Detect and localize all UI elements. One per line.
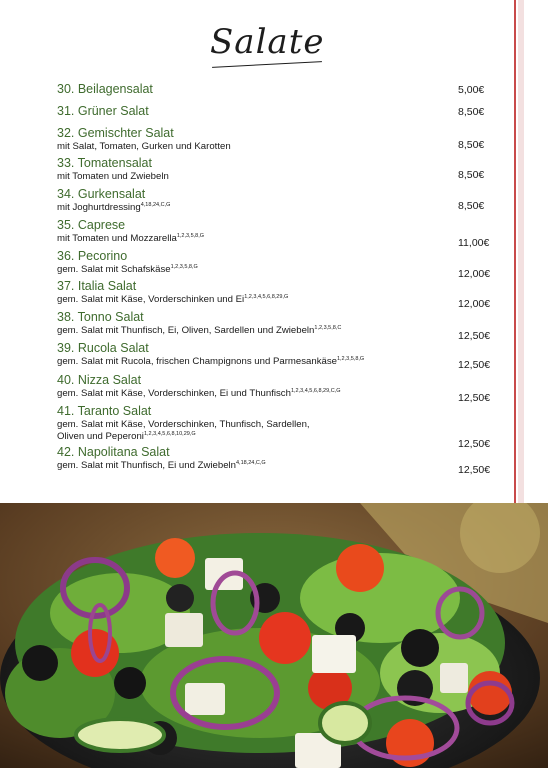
- allergen-codes: 1,2,3,4,5,6,8,29,C,G: [290, 387, 341, 394]
- item-description: [57, 460, 497, 472]
- allergen-codes: 4,18,24,C,G: [236, 459, 266, 466]
- item-name: 41. Taranto Salat: [57, 404, 152, 418]
- item-price: 12,50€: [458, 359, 491, 371]
- item-description: [57, 356, 497, 368]
- menu-item: [57, 310, 497, 337]
- item-description: [57, 294, 497, 306]
- item-price: 12,50€: [458, 438, 491, 450]
- item-description-text: gem. Salat mit Thunfisch, Ei und Zwiebeln: [57, 460, 236, 471]
- item-name: 30. Beilagensalat: [57, 82, 153, 96]
- menu-item: [57, 404, 497, 443]
- decorative-stripe: [514, 0, 516, 503]
- allergen-codes: 1,2,3,4,5,6,8,29,G: [244, 293, 289, 300]
- item-name: 37. Italia Salat: [57, 279, 137, 293]
- item-description: [57, 388, 497, 400]
- allergen-codes: 1,2,3,4,5,6,8,10,29,G: [143, 430, 196, 437]
- item-price: 12,00€: [458, 298, 491, 310]
- item-name: 33. Tomatensalat: [57, 156, 152, 170]
- item-description-text: gem. Salat mit Käse, Vorderschinken und Ei: [57, 294, 245, 305]
- item-description-text: Oliven und Peperoni: [57, 431, 144, 442]
- allergen-codes: 1,2,3,5,8,C: [314, 324, 342, 331]
- menu-item: [57, 445, 497, 472]
- menu-item: [57, 104, 497, 119]
- item-description: [57, 431, 497, 443]
- item-price: 8,50€: [458, 200, 485, 212]
- item-description: mit Tomaten und Zwiebeln: [57, 171, 169, 182]
- item-name: 39. Rucola Salat: [57, 341, 149, 355]
- item-name: 31. Grüner Salat: [57, 104, 149, 118]
- item-description: [57, 202, 497, 214]
- item-price: 12,50€: [458, 464, 491, 476]
- allergen-codes: 4,18,24,C,G: [140, 201, 171, 208]
- item-description: [57, 233, 497, 245]
- allergen-codes: 1,2,3,5,8,G: [176, 232, 205, 239]
- item-name: 34. Gurkensalat: [57, 187, 146, 201]
- item-price: 5,00€: [458, 84, 485, 96]
- item-description: [57, 325, 497, 337]
- item-description: gem. Salat mit Käse, Vorderschinken, Thunfisch, Sardellen,: [57, 419, 310, 430]
- menu-item: [57, 279, 497, 306]
- menu-item: [57, 156, 497, 183]
- menu-item: [57, 341, 497, 368]
- item-description-text: mit Tomaten und Mozzarella: [57, 233, 177, 244]
- item-description: mit Salat, Tomaten, Gurken und Karotten: [57, 141, 231, 152]
- item-description-text: gem. Salat mit Rucola, frischen Champignons und Parmesankäse: [57, 356, 337, 367]
- menu-item: [57, 373, 497, 400]
- item-description-text: gem. Salat mit Thunfisch, Ei, Oliven, Sardellen und Zwiebeln: [57, 325, 315, 336]
- menu-item: [57, 187, 497, 214]
- salad-illustration: [0, 503, 548, 768]
- item-price: 12,50€: [458, 392, 491, 404]
- item-name: 38. Tonno Salat: [57, 310, 144, 324]
- item-description-text: gem. Salat mit Käse, Vorderschinken, Ei und Thunfisch: [57, 388, 291, 399]
- decorative-stripe-light: [518, 0, 524, 503]
- menu-item: [57, 82, 497, 97]
- salad-photo: [0, 503, 548, 768]
- item-price: 8,50€: [458, 106, 485, 118]
- item-name: 40. Nizza Salat: [57, 373, 142, 387]
- menu-item: [57, 249, 497, 276]
- item-price: 8,50€: [458, 169, 485, 181]
- item-price: 12,50€: [458, 330, 491, 342]
- item-description: [57, 264, 497, 276]
- menu-item: [57, 126, 497, 153]
- allergen-codes: 1,2,3,5,8,G: [336, 355, 365, 362]
- allergen-codes: 1,2,3,5,8,G: [170, 263, 198, 270]
- page-title: Salate: [210, 22, 325, 62]
- item-description-text: gem. Salat mit Schafskäse: [57, 264, 171, 275]
- item-name: 32. Gemischter Salat: [57, 126, 174, 140]
- item-price: 8,50€: [458, 139, 485, 151]
- menu-item: [57, 218, 497, 245]
- item-price: 11,00€: [458, 237, 490, 249]
- title-flourish: [212, 61, 322, 68]
- item-name: 35. Caprese: [57, 218, 126, 232]
- item-description-text: mit Joghurtdressing: [57, 202, 141, 213]
- item-name: 36. Pecorino: [57, 249, 128, 263]
- item-price: 12,00€: [458, 268, 491, 280]
- item-name: 42. Napolitana Salat: [57, 445, 170, 459]
